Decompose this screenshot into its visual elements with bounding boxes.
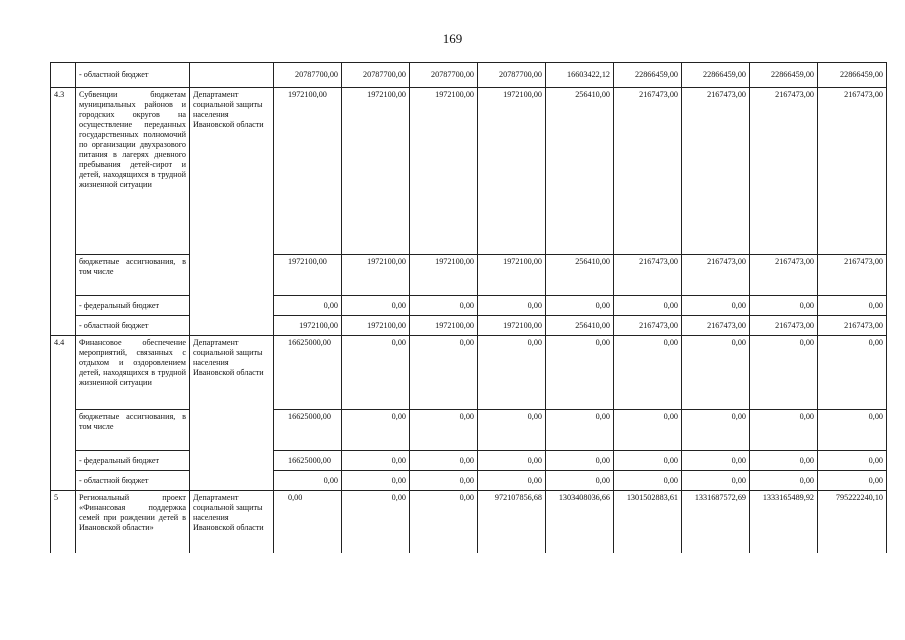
value-cell: 0,00 (342, 336, 410, 410)
row-label: - областной бюджет (76, 316, 190, 336)
value-cell: 0,00 (614, 336, 682, 410)
row-index: 4.3 (51, 88, 76, 336)
value-cell: 1972100,00 (342, 88, 410, 255)
table-row (51, 63, 887, 88)
value-cell: 2167473,00 (818, 88, 887, 255)
row-label: - областной бюджет (76, 63, 190, 88)
value-cell: 2167473,00 (614, 316, 682, 336)
value-cell: 0,00 (546, 296, 614, 316)
value-cell: 2167473,00 (614, 255, 682, 296)
value-cell: 2167473,00 (614, 88, 682, 255)
value-cell: 256410,00 (546, 316, 614, 336)
value-cell: 0,00 (274, 471, 342, 491)
value-cell: 0,00 (342, 296, 410, 316)
value-cell: 22866459,00 (818, 63, 887, 88)
value-cell: 22866459,00 (682, 63, 750, 88)
table-row (51, 471, 887, 491)
value-cell: 2167473,00 (682, 255, 750, 296)
value-cell: 2167473,00 (750, 316, 818, 336)
value-cell: 0,00 (682, 336, 750, 410)
value-cell: 16625000,00 (274, 336, 342, 410)
value-cell: 20787700,00 (274, 63, 342, 88)
value-cell: 20787700,00 (478, 63, 546, 88)
value-cell: 0,00 (546, 451, 614, 471)
value-cell: 0,00 (342, 451, 410, 471)
value-cell: 0,00 (410, 451, 478, 471)
value-cell: 0,00 (614, 451, 682, 471)
value-cell: 1972100,00 (410, 316, 478, 336)
value-cell: 2167473,00 (750, 255, 818, 296)
value-cell: 1333165489,92 (750, 491, 818, 554)
value-cell: 0,00 (478, 451, 546, 471)
value-cell: 20787700,00 (342, 63, 410, 88)
value-cell: 16625000,00 (274, 451, 342, 471)
value-cell: 1972100,00 (274, 88, 342, 255)
value-cell: 0,00 (818, 410, 887, 451)
value-cell: 0,00 (818, 471, 887, 491)
table-row (51, 88, 887, 255)
value-cell: 795222240,10 (818, 491, 887, 554)
value-cell: 2167473,00 (750, 88, 818, 255)
value-cell: 22866459,00 (750, 63, 818, 88)
row-department: Департамент социальной защиты населения Ивановской области (190, 88, 274, 336)
value-cell: 1972100,00 (342, 316, 410, 336)
value-cell: 0,00 (682, 296, 750, 316)
value-cell: 0,00 (546, 336, 614, 410)
row-label: бюджетные ассигнования, в том числе (76, 410, 190, 451)
value-cell: 0,00 (750, 336, 818, 410)
value-cell: 0,00 (750, 471, 818, 491)
value-cell: 2167473,00 (682, 88, 750, 255)
value-cell: 2167473,00 (818, 255, 887, 296)
value-cell: 0,00 (614, 410, 682, 451)
table-row (51, 296, 887, 316)
row-department: Департамент социальной защиты населения Ивановской области (190, 336, 274, 491)
value-cell: 1972100,00 (410, 88, 478, 255)
row-label: - федеральный бюджет (76, 296, 190, 316)
value-cell: 1972100,00 (478, 255, 546, 296)
value-cell: 2167473,00 (682, 316, 750, 336)
value-cell: 1972100,00 (274, 255, 342, 296)
value-cell: 1972100,00 (478, 88, 546, 255)
table-row (51, 491, 887, 554)
budget-table (50, 62, 887, 553)
index-cell (51, 63, 76, 88)
value-cell: 0,00 (410, 491, 478, 554)
row-description: Финансовое обеспечение мероприятий, связанных с отдыхом и оздоровлением детей, находящихся в трудной жизненной ситуации (76, 336, 190, 410)
value-cell: 0,00 (410, 296, 478, 316)
value-cell: 1301502883,61 (614, 491, 682, 554)
page-number: 169 (442, 31, 463, 46)
row-description: Региональный проект «Финансовая поддержка семей при рождении детей в Ивановской области» (76, 491, 190, 554)
value-cell: 0,00 (478, 296, 546, 316)
value-cell: 16603422,12 (546, 63, 614, 88)
value-cell: 20787700,00 (410, 63, 478, 88)
value-cell: 0,00 (274, 491, 342, 554)
row-department: Департамент социальной защиты населения Ивановской области (190, 491, 274, 554)
row-label: - федеральный бюджет (76, 451, 190, 471)
value-cell: 0,00 (410, 410, 478, 451)
value-cell: 1972100,00 (478, 316, 546, 336)
value-cell: 0,00 (614, 296, 682, 316)
value-cell: 256410,00 (546, 88, 614, 255)
value-cell: 0,00 (478, 336, 546, 410)
value-cell: 0,00 (274, 296, 342, 316)
value-cell: 0,00 (750, 451, 818, 471)
value-cell: 0,00 (818, 451, 887, 471)
value-cell: 16625000,00 (274, 410, 342, 451)
row-label: бюджетные ассигнования, в том числе (76, 255, 190, 296)
value-cell: 0,00 (342, 410, 410, 451)
table-row (51, 255, 887, 296)
department-cell (190, 63, 274, 88)
table-row (51, 336, 887, 410)
value-cell: 0,00 (818, 296, 887, 316)
value-cell: 1303408036,66 (546, 491, 614, 554)
value-cell: 0,00 (750, 410, 818, 451)
table-row (51, 451, 887, 471)
value-cell: 0,00 (546, 471, 614, 491)
value-cell: 0,00 (410, 471, 478, 491)
value-cell: 2167473,00 (818, 316, 887, 336)
value-cell: 0,00 (682, 471, 750, 491)
value-cell: 0,00 (342, 471, 410, 491)
value-cell: 0,00 (818, 336, 887, 410)
value-cell: 1972100,00 (410, 255, 478, 296)
value-cell: 1331687572,69 (682, 491, 750, 554)
row-index: 5 (51, 491, 76, 554)
value-cell: 0,00 (478, 410, 546, 451)
value-cell: 0,00 (750, 296, 818, 316)
value-cell: 0,00 (410, 336, 478, 410)
value-cell: 0,00 (614, 471, 682, 491)
row-description: Субвенции бюджетам муниципальных районов и городских округов на осуществление переданных государственных полномочий по организации двухразового питания в лагерях дневного пребывания детей-сирот и детей, находящихся в трудной жизненной ситуации (76, 88, 190, 255)
value-cell: 0,00 (682, 410, 750, 451)
value-cell: 0,00 (682, 451, 750, 471)
value-cell: 22866459,00 (614, 63, 682, 88)
value-cell: 972107856,68 (478, 491, 546, 554)
row-label: - областной бюджет (76, 471, 190, 491)
value-cell: 1972100,00 (342, 255, 410, 296)
value-cell: 0,00 (342, 491, 410, 554)
value-cell: 1972100,00 (274, 316, 342, 336)
value-cell: 0,00 (478, 471, 546, 491)
table-row (51, 316, 887, 336)
value-cell: 256410,00 (546, 255, 614, 296)
value-cell: 0,00 (546, 410, 614, 451)
table-row (51, 410, 887, 451)
row-index: 4.4 (51, 336, 76, 491)
